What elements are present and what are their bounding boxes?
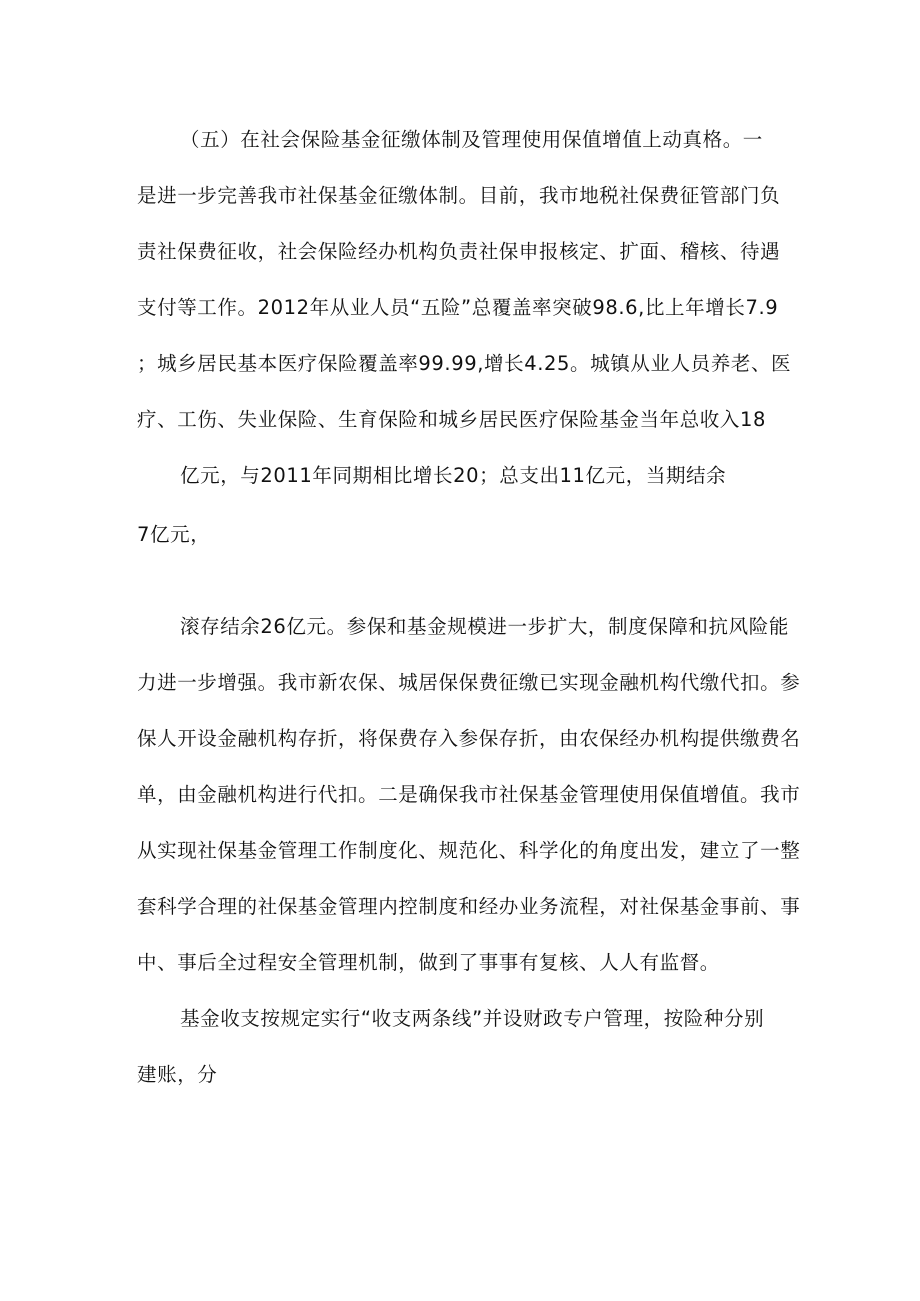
text-line: 是进一步完善我市社保基金征缴体制。目前，我市地税社保费征管部门负 <box>137 184 781 207</box>
text-line: 保人开设金融机构存折，将保费存入参保存折，由农保经办机构提供缴费名 <box>137 727 801 750</box>
text-line: 支付等工作。2012年从业人员“五险”总覆盖率突破98.6,比上年增长7.9 <box>137 296 779 319</box>
text-line: 滚存结余26亿元。参保和基金规模进一步扩大，制度保障和抗风险能 <box>180 615 789 638</box>
text-line: ；城乡居民基本医疗保险覆盖率99.99,增长4.25。城镇从业人员养老、医 <box>137 352 792 375</box>
text-line: 力进一步增强。我市新农保、城居保保费征缴已实现金融机构代缴代扣。参 <box>137 671 801 694</box>
text-line: 单，由金融机构进行代扣。二是确保我市社保基金管理使用保值增值。我市 <box>137 783 801 806</box>
text-line: 疗、工伤、失业保险、生育保险和城乡居民医疗保险基金当年总收入18 <box>137 408 767 431</box>
text-line: 建账，分 <box>137 1063 218 1086</box>
text-line: 亿元，与2011年同期相比增长20；总支出11亿元，当期结余 <box>180 464 727 487</box>
text-line: 基金收支按规定实行“收支两条线”并设财政专户管理，按险种分别 <box>180 1007 765 1030</box>
text-line: 中、事后全过程安全管理机制，做到了事事有复核、人人有监督。 <box>137 951 720 974</box>
text-line: 从实现社保基金管理工作制度化、规范化、科学化的角度出发，建立了一整 <box>137 839 801 862</box>
text-line: 套科学合理的社保基金管理内控制度和经办业务流程，对社保基金事前、事 <box>137 895 801 918</box>
text-line: 7亿元， <box>137 523 211 546</box>
text-line: （五）在社会保险基金征缴体制及管理使用保值增值上动真格。一 <box>180 128 763 151</box>
text-line: 责社保费征收，社会保险经办机构负责社保申报核定、扩面、稽核、待遇 <box>137 240 781 263</box>
